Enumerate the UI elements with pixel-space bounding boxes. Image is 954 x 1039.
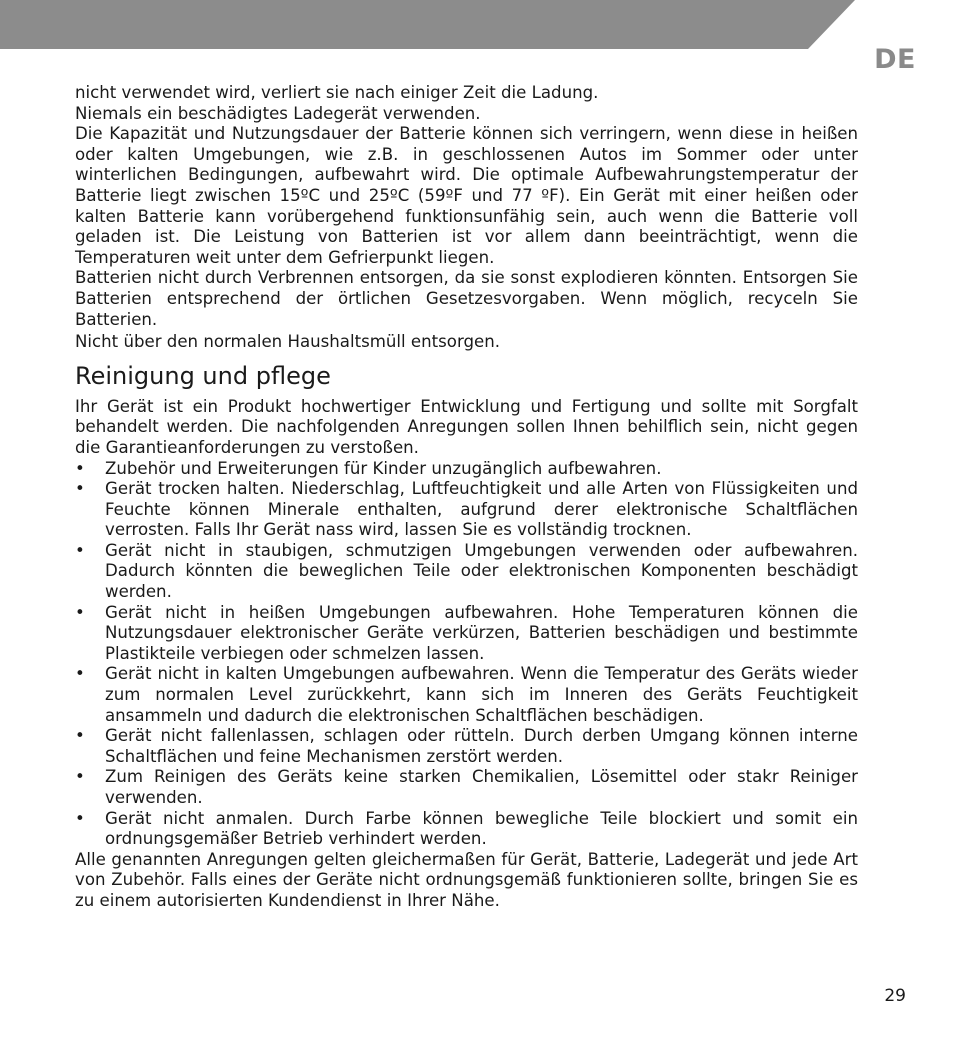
section-heading: Reinigung und pflege bbox=[75, 361, 331, 390]
bullet-icon: • bbox=[75, 540, 85, 560]
header-band-shape bbox=[0, 0, 855, 49]
list-item bbox=[75, 809, 858, 850]
section-lead: Ihr Gerät ist ein Produkt hochwertiger Entwicklung und Fertigung und sollte mit Sorgfalt behandelt werden. Die nachfolgenden Anregungen sollen Ihnen behilflich sein, nicht gegen die Garantieanforderungen zu verstoßen. bbox=[75, 396, 858, 457]
intro-paragraph-4: Batterien nicht durch Verbrennen entsorgen, da sie sonst explodieren könnten. Entsorgen Sie Batterien entsprechend der örtlichen Gesetzesvorgaben. Wenn möglich, recyceln Sie Batterien. bbox=[75, 268, 858, 329]
list-item bbox=[75, 603, 858, 665]
bullet-icon: • bbox=[75, 664, 85, 684]
bullet-icon: • bbox=[75, 602, 85, 622]
intro-paragraph-1: nicht verwendet wird, verliert sie nach einiger Zeit die Ladung. bbox=[75, 83, 599, 102]
list-item-text: Gerät trocken halten. Niederschlag, Luftfeuchtigkeit und alle Arten von Flüssigkeiten und Feuchte können Minerale enthalten, aufgrund derer elektronische Schaltflächen verrosten. Falls Ihr Gerät nass wird, lassen Sie es vollständig trocknen. bbox=[105, 479, 858, 540]
list-item-text: Gerät nicht in heißen Umgebungen aufbewahren. Hohe Temperaturen können die Nutzungsdauer elektronischer Geräte verkürzen, Batterien beschädigen und bestimmte Plastikteile verbiegen oder schmelzen lassen. bbox=[105, 602, 858, 663]
page-body bbox=[75, 83, 858, 912]
list-item bbox=[75, 541, 858, 603]
bullet-icon: • bbox=[75, 767, 85, 787]
list-item-text: Gerät nicht in staubigen, schmutzigen Umgebungen verwenden oder aufbewahren. Dadurch könnten die beweglichen Teile oder elektronischen Komponenten beschädigt werden. bbox=[105, 540, 858, 602]
list-item bbox=[75, 479, 858, 541]
list-item-text: Zubehör und Erweiterungen für Kinder unzugänglich aufbewahren. bbox=[105, 458, 662, 478]
bullet-icon: • bbox=[75, 808, 85, 828]
list-item bbox=[75, 767, 858, 808]
list-item bbox=[75, 459, 858, 480]
intro-paragraph-3: Die Kapazität und Nutzungsdauer der Batterie können sich verringern, wenn diese in heißen oder kalten Umgebungen, wie z.B. in geschlossenen Autos im Sommer oder unter winterlichen Bedingungen, aufbewahrt wird. Die optimale Aufbewahrungstemperatur der Batterie liegt zwischen 15ºC und 25ºC (59ºF und 77 ºF). Ein Gerät mit einer heißen oder kalten Batterie kann vorübergehend funktionsunfähig sein, auch wenn die Batterie voll geladen ist. Die Leistung von Batterien ist vor allem dann beeinträchtigt, wenn die Temperaturen weit unter dem Gefrierpunkt liegen. bbox=[75, 124, 858, 267]
intro-paragraph-2: Niemals ein beschädigtes Ladegerät verwenden. bbox=[75, 103, 481, 123]
list-item-text: Gerät nicht in kalten Umgebungen aufbewahren. Wenn die Temperatur des Geräts wieder zum normalen Level zurückkehrt, kann sich im Inneren des Geräts Feuchtigkeit ansammeln und dadurch die elektronischen Schaltflächen beschädigen. bbox=[105, 664, 858, 725]
bullet-icon: • bbox=[75, 726, 85, 746]
list-item-text: Zum Reinigen des Geräts keine starken Chemikalien, Lösemittel oder stakr Reiniger verwenden. bbox=[105, 767, 858, 807]
list-item-text: Gerät nicht fallenlassen, schlagen oder rütteln. Durch derben Umgang können interne Schaltflächen und feine Mechanismen zerstört werden. bbox=[105, 726, 858, 766]
page-number: 29 bbox=[884, 986, 906, 1006]
care-tips-list bbox=[75, 459, 858, 850]
bullet-icon: • bbox=[75, 458, 85, 478]
language-tag: DE bbox=[874, 44, 916, 75]
closing-paragraph: Alle genannten Anregungen gelten gleichermaßen für Gerät, Batterie, Ladegerät und jede Art von Zubehör. Falls eines der Geräte nicht ordnungsgemäß funktionieren sollte, bringen Sie es zu einem autorisierten Kundendienst in Ihrer Nähe. bbox=[75, 849, 858, 910]
bullet-icon: • bbox=[75, 479, 85, 499]
intro-paragraph-5: Nicht über den normalen Haushaltsmüll entsorgen. bbox=[75, 332, 501, 352]
list-item bbox=[75, 664, 858, 726]
header-band bbox=[0, 0, 954, 49]
list-item-text: Gerät nicht anmalen. Durch Farbe können bewegliche Teile blockiert und somit ein ordnungsgemäßer Betrieb verhindert werden. bbox=[105, 808, 858, 849]
list-item bbox=[75, 726, 858, 767]
